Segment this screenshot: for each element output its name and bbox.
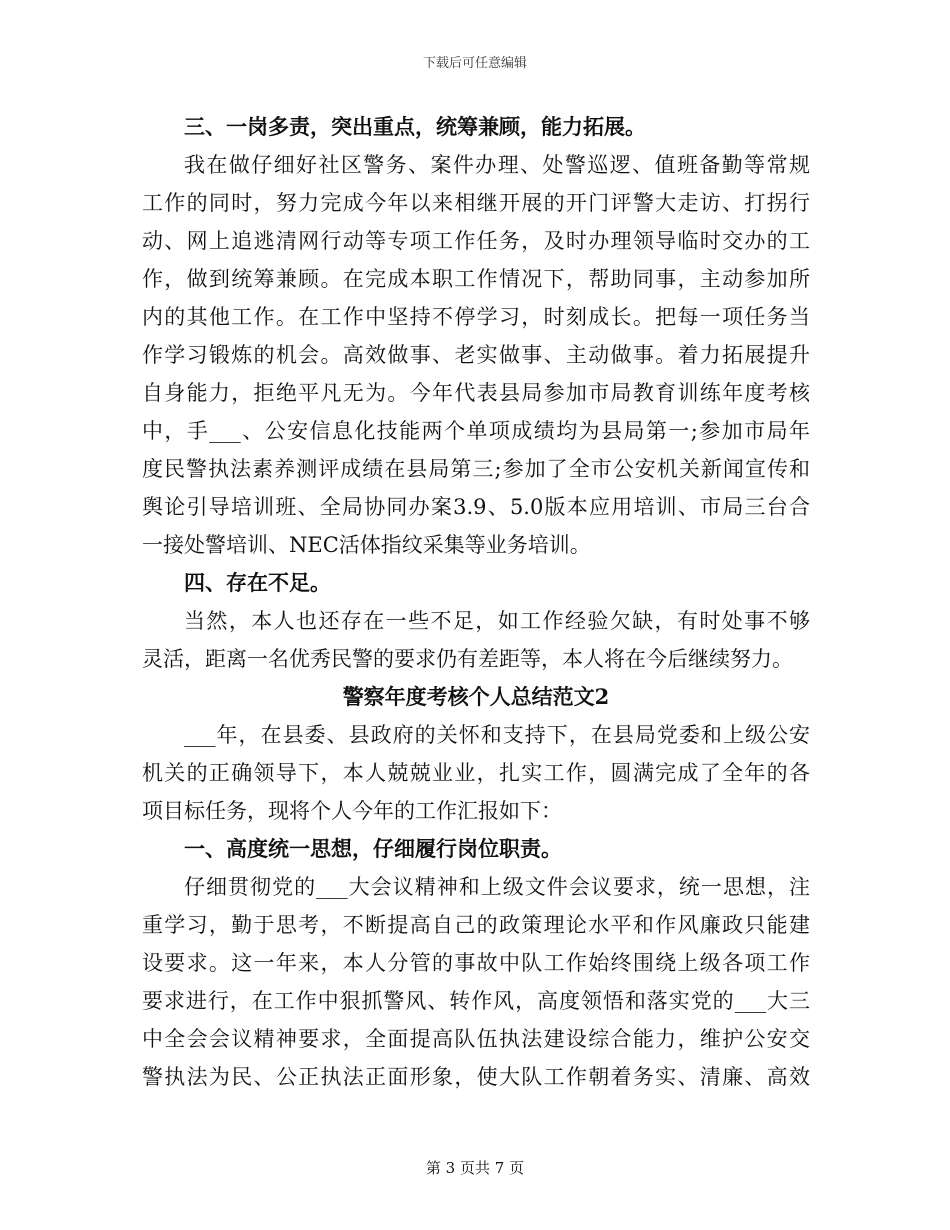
section-heading: 四、存在不足。 xyxy=(184,570,331,595)
paragraph-line: 重学习，勤于思考，不断提高自己的政策理论水平和作风廉政只能建 xyxy=(142,913,810,937)
paragraph-line: 自身能力，拒绝平凡无为。今年代表县局参加市局教育训练年度考核 xyxy=(142,381,810,405)
paragraph-line: 灵活，距离一名优秀民警的要求仍有差距等，本人将在今后继续努力。 xyxy=(142,647,793,671)
article-title: 警察年度考核个人总结范文2 xyxy=(342,684,610,709)
page-header: 下载后可任意编辑 xyxy=(422,56,527,71)
paragraph-line: 作，做到统筹兼顾。在完成本职工作情况下，帮助同事，主动参加所 xyxy=(142,267,810,291)
section-heading: 三、一岗多责，突出重点，统筹兼顾，能力拓展。 xyxy=(184,114,646,139)
paragraph-line: 机关的正确领导下，本人兢兢业业，扎实工作，圆满完成了全年的各 xyxy=(142,761,810,785)
paragraph-line: 设要求。这一年来，本人分管的事故中队工作始终围绕上级各项工作 xyxy=(142,951,810,975)
paragraph-line: 当然，本人也还存在一些不足，如工作经验欠缺，有时处事不够 xyxy=(184,609,810,633)
paragraph-line: 工作的同时，努力完成今年以来相继开展的开门评警大走访、打拐行 xyxy=(142,191,810,215)
paragraph-line: 作学习锻炼的机会。高效做事、老实做事、主动做事。着力拓展提升 xyxy=(142,343,810,367)
document-body xyxy=(142,108,810,1096)
paragraph-line: 动、网上追逃清网行动等专项工作任务，及时办理领导临时交办的工 xyxy=(142,229,810,253)
paragraph-line: 我在做仔细好社区警务、案件办理、处警巡逻、值班备勤等常规 xyxy=(184,153,810,177)
paragraph-line: 要求进行，在工作中狠抓警风、转作风，高度领悟和落实党的___大三 xyxy=(142,989,810,1013)
paragraph-line: 舆论引导培训班、全局协同办案3.9、5.0版本应用培训、市局三台合 xyxy=(142,495,810,519)
paragraph-line: 仔细贯彻党的___大会议精神和上级文件会议要求，统一思想，注 xyxy=(184,875,810,899)
paragraph-line: 项目标任务，现将个人今年的工作汇报如下： xyxy=(142,799,562,823)
paragraph-line: 内的其他工作。在工作中坚持不停学习，时刻成长。把每一项任务当 xyxy=(142,305,810,329)
section-heading: 一、高度统一思想，仔细履行岗位职责。 xyxy=(184,836,562,861)
page-number: 第 3 页共 7 页 xyxy=(425,1159,525,1177)
paragraph-line: 中，手___、公安信息化技能两个单项成绩均为县局第一;参加市局年 xyxy=(142,419,810,443)
paragraph-line: 度民警执法素养测评成绩在县局第三;参加了全市公安机关新闻宣传和 xyxy=(142,457,810,481)
paragraph-line: 警执法为民、公正执法正面形象，使大队工作朝着务实、清廉、高效 xyxy=(142,1065,810,1089)
paragraph-line: 一接处警培训、NEC活体指纹采集等业务培训。 xyxy=(142,533,591,557)
paragraph-line: ___年，在县委、县政府的关怀和支持下，在县局党委和上级公安 xyxy=(184,723,810,747)
paragraph-line: 中全会会议精神要求，全面提高队伍执法建设综合能力，维护公安交 xyxy=(142,1027,810,1051)
